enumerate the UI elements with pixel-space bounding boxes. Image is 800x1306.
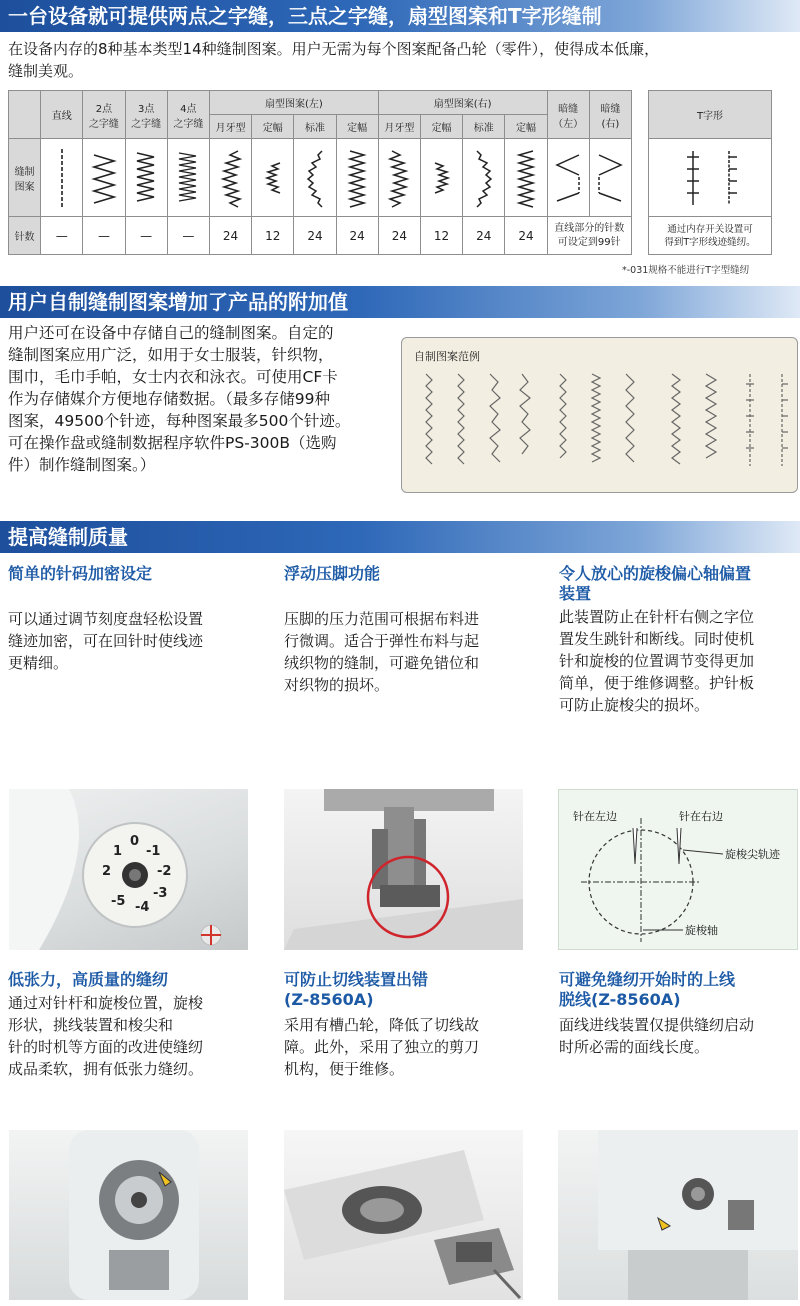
row-label-pattern: 缝制 图案: [9, 139, 41, 217]
zigzag-2pt-icon: [90, 147, 118, 209]
stitch-blind-right: [589, 139, 631, 217]
fan-fixed-left-icon: [258, 147, 288, 209]
thread-trimmer-photo: [284, 1130, 523, 1300]
hook-track-icon: [559, 790, 798, 950]
fan-crescent-right-icon: [384, 147, 414, 209]
count-fan-left-crescent: 24: [209, 217, 251, 255]
header-straight: 直线: [41, 91, 83, 139]
dial-digit-2: 2: [102, 864, 112, 879]
label-needle-left: 针在左边: [573, 810, 617, 823]
dial-digit-0: 0: [130, 834, 140, 849]
hook-mechanism-photo: [9, 1130, 248, 1300]
t-stitch-pattern: [649, 139, 772, 217]
fan-fixed-right-icon: [427, 147, 457, 209]
stitch-fan-left-fixed: [252, 139, 294, 217]
stitch-dial-photo: [9, 789, 248, 950]
feature-low-tension-line-2: 形状，挑线装置和梭尖和: [8, 1016, 174, 1034]
feature-floating-presser-line-2: 行微调。适合于弹性布料与起: [284, 632, 480, 650]
stitch-patterns-desc-line1: 在设备内存的8种基本类型14种缝制图案。用户无需为每个图案配备凸轮（零件），使得成本低廉，: [8, 40, 660, 58]
label-hook-shaft: 旋梭轴: [685, 924, 718, 937]
sample-title: 自制图案范例: [414, 350, 480, 363]
t-stitch-note: 通过内存开关设置可 得到T字形线迹缝纫。: [649, 217, 772, 255]
stitch-fan-left-standard: [294, 139, 336, 217]
sub-crescent-left: 月牙型: [209, 115, 251, 139]
t-stitch-table: [648, 90, 772, 255]
dial-digit-m1: -1: [146, 844, 161, 859]
feature-hook-offset-line-5: 可防止旋梭尖的损坏。: [559, 696, 710, 714]
label-needle-right: 针在右边: [679, 810, 723, 823]
header-blind-left: 暗缝 （左）: [547, 91, 589, 139]
feature-floating-presser-line-1: 压脚的压力范围可根据布料进: [284, 610, 480, 628]
stitch-dial-icon: [9, 789, 248, 950]
zigzag-3pt-icon: [132, 147, 160, 209]
feature-floating-presser-title: 浮动压脚功能: [284, 564, 381, 583]
feature-stitch-density-line-2: 缝迹加密，可在回针时使线迹: [8, 632, 204, 650]
header-3pt-zigzag: 3点 之字缝: [125, 91, 167, 139]
stitch-fan-right-fixed: [420, 139, 462, 217]
blind-count-note: 直线部分的针数 可设定到99针: [547, 217, 631, 255]
feature-low-tension-line-1: 通过对针杆和旋梭位置，旋梭: [8, 994, 204, 1012]
stitch-4pt-zigzag: [167, 139, 209, 217]
feature-thread-slip-line-2: 时所必需的面线长度。: [559, 1038, 710, 1056]
hook-position-diagram: [558, 789, 798, 950]
section-title-quality: 提高缝制质量: [0, 521, 800, 553]
zigzag-4pt-icon: [174, 147, 202, 209]
fan-fixed-left-2-icon: [342, 147, 372, 209]
stitch-2pt-zigzag: [83, 139, 125, 217]
stitch-fan-left-fixed-2: [336, 139, 378, 217]
header-2pt-zigzag: 2点 之字缝: [83, 91, 125, 139]
stitch-straight: [41, 139, 83, 217]
header-fan-left: 扇型图案(左): [209, 91, 378, 115]
custom-pattern-line-4: 作为存储媒介方便地存储数据。（最多存储99种: [8, 390, 330, 408]
feature-thread-slip-title-2: 脱线(Z-8560A): [559, 990, 681, 1009]
feature-hook-offset-line-4: 简单，便于维修调整。护针板: [559, 674, 755, 692]
feature-hook-offset-line-3: 针和旋梭的位置调节变得更加: [559, 652, 755, 670]
count-straight: —: [41, 217, 83, 255]
sub-crescent-right: 月牙型: [378, 115, 420, 139]
sub-standard-left: 标准: [294, 115, 336, 139]
presser-foot-photo: [284, 789, 523, 950]
sub-standard-right: 标准: [463, 115, 505, 139]
label-hook-track: 旋梭尖轨迹: [725, 848, 780, 861]
dial-digit-1: 1: [113, 844, 123, 859]
sub-fixed-right-2: 定幅: [505, 115, 547, 139]
sub-fixed-right: 定幅: [420, 115, 462, 139]
feature-floating-presser-line-4: 对织物的损坏。: [284, 676, 390, 694]
dial-digit-m5: -5: [111, 894, 126, 909]
count-fan-right-fixed: 12: [420, 217, 462, 255]
section-title-stitch-patterns: 一台设备就可提供两点之字缝，三点之字缝，扇型图案和T字形缝制: [0, 0, 800, 32]
feature-hook-offset-title-2: 装置: [559, 584, 592, 603]
stitch-3pt-zigzag: [125, 139, 167, 217]
count-fan-right-crescent: 24: [378, 217, 420, 255]
dial-digit-m3: -3: [153, 886, 168, 901]
feature-hook-offset-title-1: 令人放心的旋梭偏心轴偏置: [559, 564, 752, 583]
stitch-fan-left-crescent: [209, 139, 251, 217]
feature-stitch-density-line-1: 可以通过调节刻度盘轻松设置: [8, 610, 204, 628]
count-fan-left-fixed: 12: [252, 217, 294, 255]
stitch-pattern-table: [8, 90, 632, 255]
custom-pattern-line-1: 用户还可在设备中存储自己的缝制图案。自定的: [8, 324, 334, 342]
count-fan-right-standard: 24: [463, 217, 505, 255]
feature-low-tension-line-4: 成品柔软，拥有低张力缝纫。: [8, 1060, 204, 1078]
sample-patterns-icon: [402, 338, 797, 492]
stitch-fan-right-fixed-2: [505, 139, 547, 217]
custom-pattern-line-3: 围巾，毛巾手帕，女士内衣和泳衣。可使用CF卡: [8, 368, 338, 386]
count-4pt: —: [167, 217, 209, 255]
thread-feed-photo: [558, 1130, 798, 1300]
hook-mechanism-icon: [9, 1130, 248, 1300]
custom-pattern-line-7: 件）制作缝制图案。）: [8, 456, 156, 474]
straight-stitch-icon: [52, 147, 72, 209]
stitch-blind-left: [547, 139, 589, 217]
feature-thread-slip-title-1: 可避免缝纫开始时的上线: [559, 970, 736, 989]
fan-crescent-left-icon: [216, 147, 246, 209]
feature-thread-trim-line-2: 障。此外，采用了独立的剪刀: [284, 1038, 480, 1056]
feature-low-tension-line-3: 针的时机等方面的改进使缝纫: [8, 1038, 204, 1056]
thread-feed-icon: [558, 1130, 798, 1300]
dial-digit-m4: -4: [135, 900, 150, 915]
dial-digit-m2: -2: [157, 864, 172, 879]
header-4pt-zigzag: 4点 之字缝: [167, 91, 209, 139]
thread-trimmer-icon: [284, 1130, 523, 1300]
stitch-fan-right-standard: [463, 139, 505, 217]
count-fan-right-fixed-2: 24: [505, 217, 547, 255]
row-label-count: 针数: [9, 217, 41, 255]
header-blind-right: 暗缝 (右): [589, 91, 631, 139]
fan-fixed-right-2-icon: [511, 147, 541, 209]
count-fan-left-fixed-2: 24: [336, 217, 378, 255]
sub-fixed-left-2: 定幅: [336, 115, 378, 139]
custom-pattern-line-5: 图案，49500个针迹，每种图案最多500个针迹。: [8, 412, 351, 430]
feature-thread-trim-title-1: 可防止切线装置出错: [284, 970, 429, 989]
section-title-custom-patterns: 用户自制缝制图案增加了产品的附加值: [0, 286, 800, 318]
count-fan-left-standard: 24: [294, 217, 336, 255]
custom-pattern-line-6: 可在操作盘或缝制数据程序软件PS-300B（选购: [8, 434, 337, 452]
feature-hook-offset-line-2: 置发生跳针和断线。同时使机: [559, 630, 755, 648]
feature-thread-trim-title-2: (Z-8560A): [284, 990, 374, 1009]
sub-fixed-left: 定幅: [252, 115, 294, 139]
stitch-patterns-desc-line2: 缝制美观。: [8, 62, 84, 80]
feature-stitch-density-line-3: 更精细。: [8, 654, 69, 672]
feature-low-tension-title: 低张力，高质量的缝纫: [8, 970, 169, 989]
feature-hook-offset-line-1: 此装置防止在针杆右侧之字位: [559, 608, 755, 626]
presser-foot-icon: [284, 789, 523, 950]
feature-thread-slip-line-1: 面线进线装置仅提供缝纫启动: [559, 1016, 755, 1034]
fan-standard-left-icon: [300, 147, 330, 209]
blind-stitch-left-icon: [551, 147, 585, 209]
count-2pt: —: [83, 217, 125, 255]
header-fan-right: 扇型图案(右): [378, 91, 547, 115]
custom-pattern-samples: [401, 337, 798, 493]
stitch-fan-right-crescent: [378, 139, 420, 217]
count-3pt: —: [125, 217, 167, 255]
feature-thread-trim-line-3: 机构，便于维修。: [284, 1060, 405, 1078]
feature-stitch-density-title: 简单的针码加密设定: [8, 564, 153, 583]
custom-pattern-line-2: 缝制图案应用广泛，如用于女士服装，针织物，: [8, 346, 334, 364]
t-stitch-icon: [665, 147, 755, 209]
fan-standard-right-icon: [469, 147, 499, 209]
feature-thread-trim-line-1: 采用有槽凸轮，降低了切线故: [284, 1016, 480, 1034]
blind-stitch-right-icon: [593, 147, 627, 209]
feature-floating-presser-line-3: 绒织物的缝制，可避免错位和: [284, 654, 480, 672]
t-stitch-header: T字形: [649, 91, 772, 139]
t-stitch-footnote: *-031规格不能进行T字型缝纫: [622, 265, 750, 276]
